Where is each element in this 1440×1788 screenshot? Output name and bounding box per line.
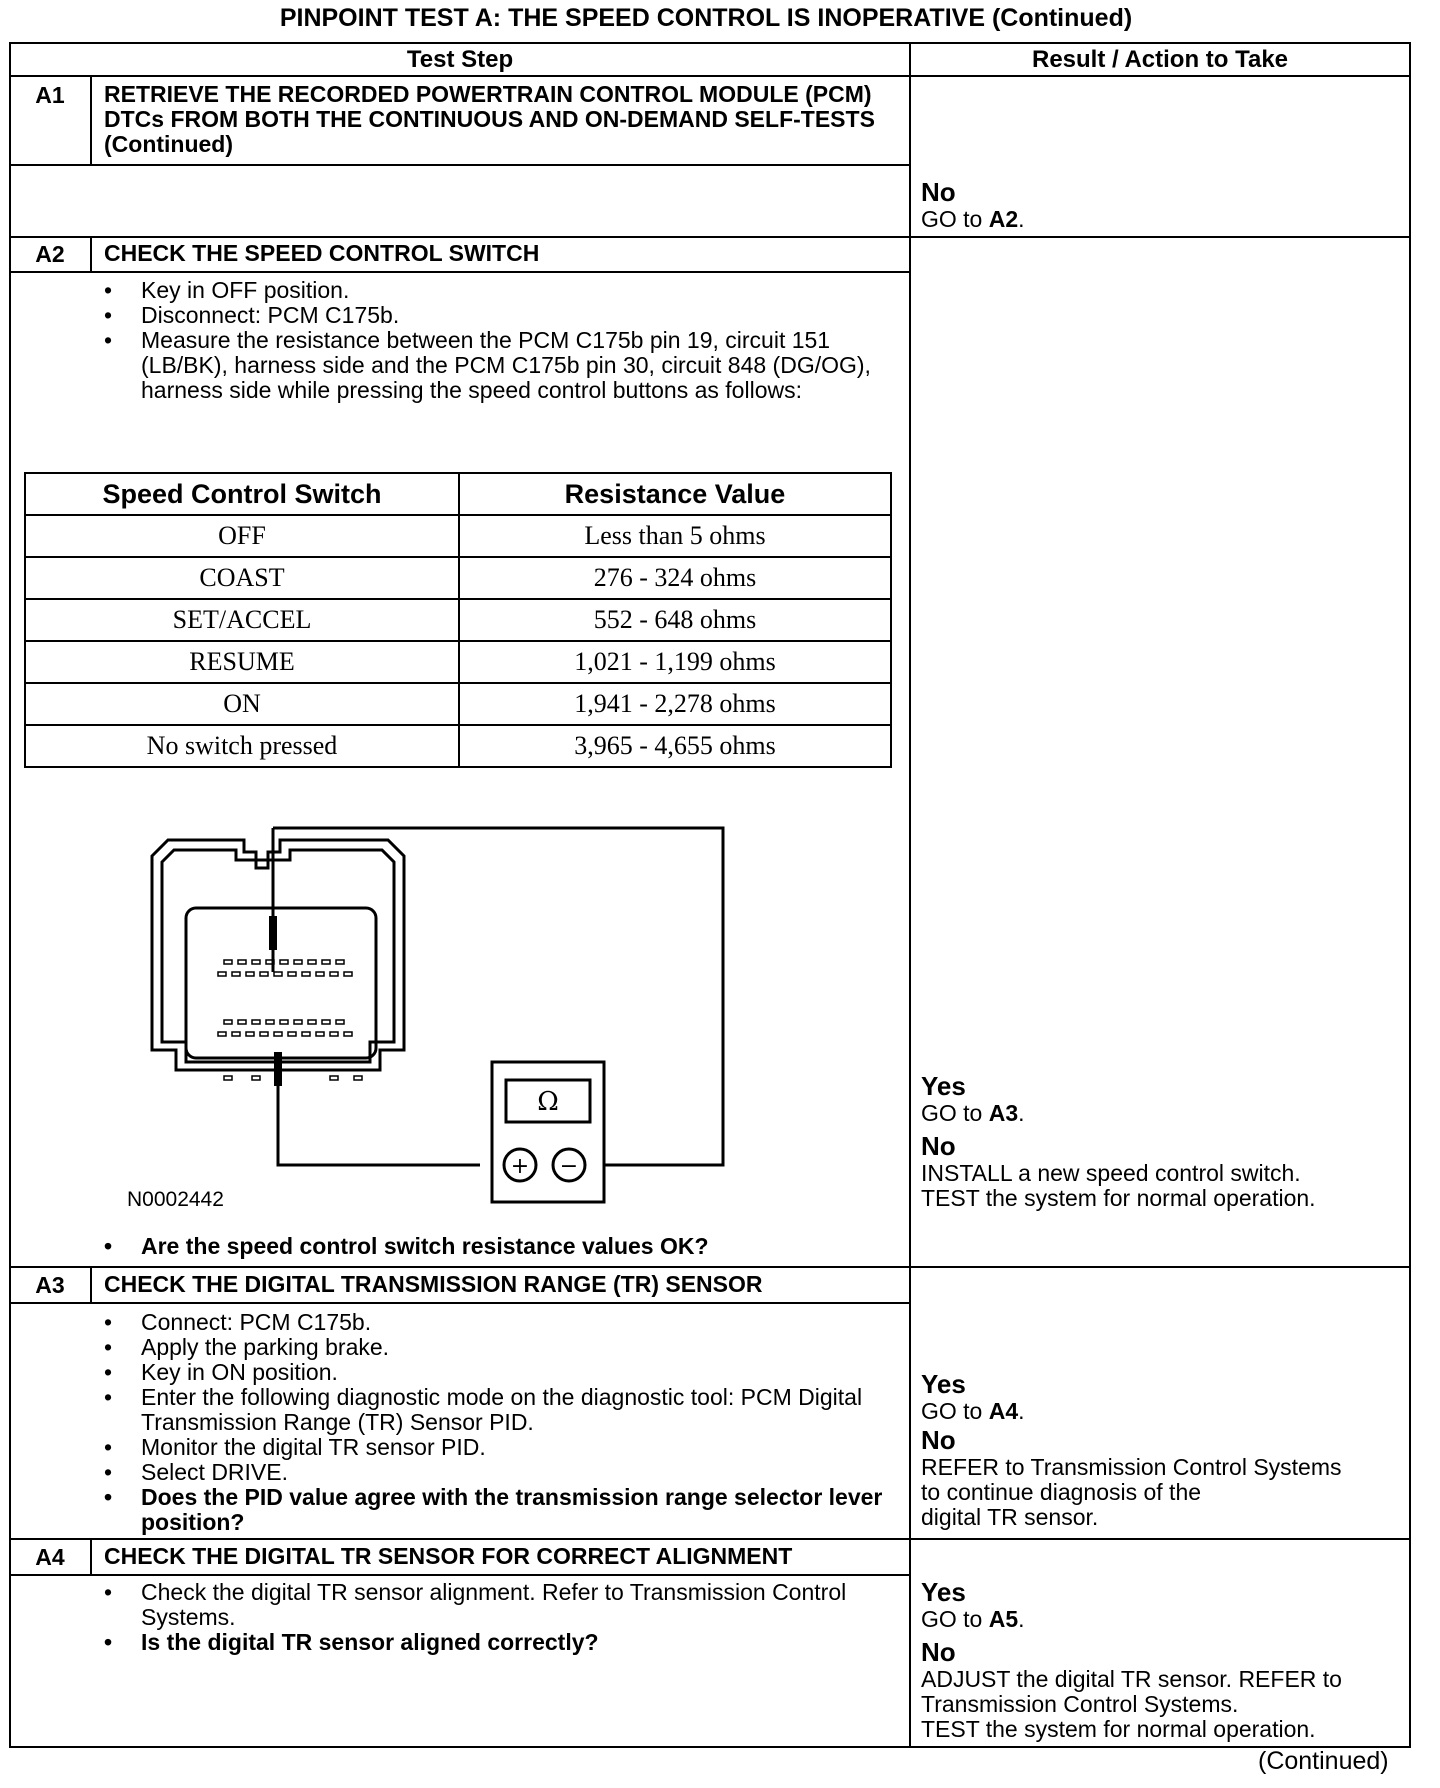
table-cell: 1,941 - 2,278 ohms (459, 683, 891, 725)
table-cell: ON (25, 683, 459, 725)
step-bullets (104, 1310, 884, 1535)
punct: . (1018, 1100, 1025, 1126)
step-bullets (104, 1580, 884, 1655)
row-divider (9, 1574, 909, 1576)
bullet-question: • Does the PID value agree with the transmission range selector lever position? (104, 1485, 884, 1535)
bullet-item: • Disconnect: PCM C175b. (104, 303, 884, 328)
multimeter (492, 1062, 604, 1202)
step-id: A3 (35, 1272, 65, 1298)
step-title: RETRIEVE THE RECORDED POWERTRAIN CONTROL MODULE (PCM) DTCs FROM BOTH THE CONTINUOUS AND ON-DEMAND SELF-TESTS (Continued) (104, 81, 875, 157)
table-row (25, 641, 891, 683)
yes-text: GO to (921, 1606, 989, 1632)
punct: . (1018, 1606, 1025, 1632)
bullet-item: • Key in OFF position. (104, 278, 884, 303)
row-divider (9, 271, 909, 273)
table-cell: RESUME (25, 641, 459, 683)
table-row (25, 515, 891, 557)
step-id-divider (90, 1540, 92, 1576)
no-label: No (921, 1637, 956, 1667)
table-cell: OFF (25, 515, 459, 557)
table-header-row (25, 473, 891, 515)
bullet-item: • Monitor the digital TR sensor PID. (104, 1435, 884, 1460)
step-question (104, 1234, 884, 1259)
bullet-item: • Connect: PCM C175b. (104, 1310, 884, 1335)
yes-ref: A5 (988, 1606, 1019, 1632)
continued-label: (Continued) (1258, 1747, 1389, 1775)
no-label: No (921, 1425, 956, 1455)
bullet-item: • Check the digital TR sensor alignment. Refer to Transmission Control Systems. (104, 1580, 884, 1630)
yes-ref: A4 (988, 1398, 1019, 1424)
row-divider (9, 1302, 909, 1304)
probe-lead-negative (278, 1060, 480, 1165)
yes-ref: A3 (988, 1100, 1019, 1126)
step-title: CHECK THE DIGITAL TRANSMISSION RANGE (TR) SENSOR (104, 1271, 763, 1297)
result-a2 (921, 1072, 1316, 1211)
step-id: A4 (35, 1544, 65, 1570)
plus-sign: + (510, 1154, 530, 1179)
step-bullets (104, 278, 884, 403)
probe-tip (269, 916, 277, 950)
table-cell: 1,021 - 1,199 ohms (459, 641, 891, 683)
step-id: A1 (35, 82, 65, 108)
yes-label: Yes (921, 1369, 966, 1399)
table-cell: No switch pressed (25, 725, 459, 767)
no-text: GO to (921, 206, 989, 232)
step-id-divider (90, 77, 92, 165)
punct: . (1018, 1398, 1025, 1424)
yes-text: GO to (921, 1100, 989, 1126)
table-row (25, 599, 891, 641)
bullet-item: • Measure the resistance between the PCM C175b pin 19, circuit 151 (LB/BK), harness side and the PCM C175b pin 30, circuit 848 (DG/OG), harness side while pressing the speed control buttons as follows: (104, 328, 884, 403)
bullet-item: • Key in ON position. (104, 1360, 884, 1385)
no-line: TEST the system for normal operation. (921, 1185, 1316, 1211)
column-header: Resistance Value (459, 473, 891, 515)
no-line: ADJUST the digital TR sensor. REFER to (921, 1666, 1342, 1692)
table-row (25, 683, 891, 725)
no-line: TEST the system for normal operation. (921, 1716, 1316, 1742)
bullet-item: • Enter the following diagnostic mode on the diagnostic tool: PCM Digital Transmission Range (TR) Sensor PID. (104, 1385, 884, 1435)
yes-text: GO to (921, 1398, 989, 1424)
table-cell: COAST (25, 557, 459, 599)
no-line: REFER to Transmission Control Systems (921, 1454, 1342, 1480)
no-label: No (921, 177, 956, 207)
yes-label: Yes (921, 1071, 966, 1101)
result-a4 (921, 1578, 1342, 1742)
step-id-divider (90, 1268, 92, 1303)
header-result: Result / Action to Take (1031, 46, 1289, 73)
step-id: A2 (35, 241, 65, 267)
figure-id: N0002442 (127, 1188, 224, 1211)
table-cell: 276 - 324 ohms (459, 557, 891, 599)
bullet-item: • Apply the parking brake. (104, 1335, 884, 1360)
table-cell: Less than 5 ohms (459, 515, 891, 557)
ohm-symbol: Ω (537, 1087, 559, 1117)
table-cell: 3,965 - 4,655 ohms (459, 725, 891, 767)
no-line: digital TR sensor. (921, 1504, 1099, 1530)
probe-tip (274, 1052, 282, 1086)
step-title: CHECK THE DIGITAL TR SENSOR FOR CORRECT ALIGNMENT (104, 1543, 793, 1569)
row-divider (9, 164, 909, 166)
row-divider (9, 1266, 1411, 1268)
result-a1 (921, 178, 1025, 232)
result-a3 (921, 1370, 1342, 1530)
table-row (25, 725, 891, 767)
yes-label: Yes (921, 1577, 966, 1607)
page-title: PINPOINT TEST A: THE SPEED CONTROL IS INOPERATIVE (Continued) (279, 4, 1133, 32)
table-row (25, 557, 891, 599)
no-label: No (921, 1131, 956, 1161)
step-title: CHECK THE SPEED CONTROL SWITCH (104, 240, 540, 266)
no-ref: A2 (988, 206, 1019, 232)
punct: . (1018, 206, 1025, 232)
header-test-step: Test Step (406, 46, 514, 73)
minus-sign: − (559, 1154, 579, 1179)
bullet-question: • Is the digital TR sensor aligned correctly? (104, 1630, 884, 1655)
table-cell: SET/ACCEL (25, 599, 459, 641)
row-divider (9, 236, 1411, 238)
no-line: Transmission Control Systems. (921, 1691, 1239, 1717)
bullet-question: • Are the speed control switch resistance values OK? (104, 1234, 884, 1259)
table-cell: 552 - 648 ohms (459, 599, 891, 641)
no-line: INSTALL a new speed control switch. (921, 1160, 1301, 1186)
row-divider (9, 1538, 1411, 1540)
column-divider (909, 42, 911, 1748)
no-line: to continue diagnosis of the (921, 1479, 1202, 1505)
connector-diagram (140, 820, 740, 1205)
column-header: Speed Control Switch (25, 473, 459, 515)
connector-inner-shell (162, 850, 394, 1062)
bullet-item: • Select DRIVE. (104, 1460, 884, 1485)
resistance-table (24, 472, 892, 768)
step-id-divider (90, 238, 92, 273)
